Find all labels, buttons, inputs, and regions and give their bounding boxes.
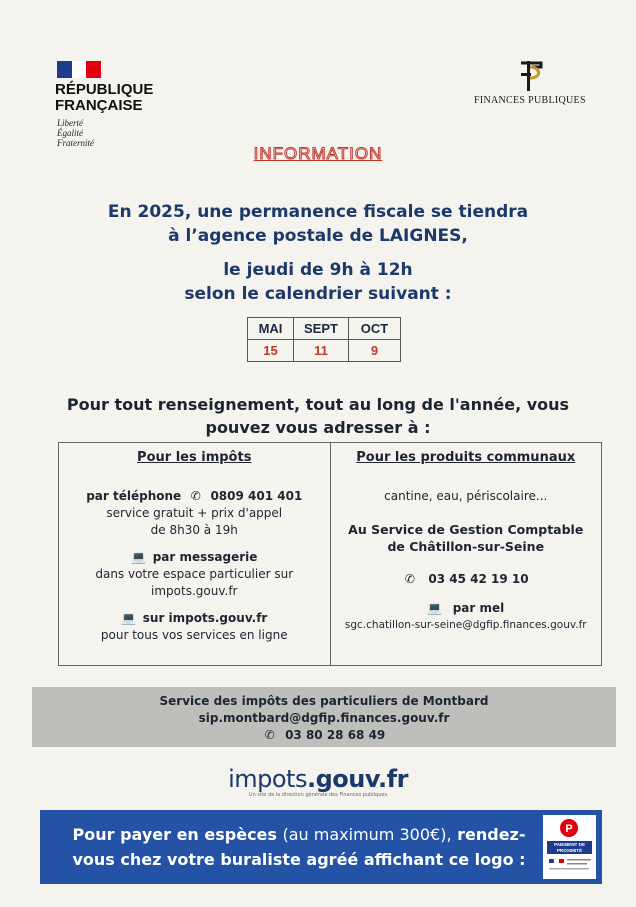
computer-icon: 💻: [131, 550, 147, 564]
online-note: pour tous vos services en ligne: [100, 628, 288, 642]
calendar-month: MAI: [248, 318, 294, 340]
svg-text:P: P: [565, 823, 573, 835]
montbard-email[interactable]: sip.montbard@dgfip.finances.gouv.fr: [198, 711, 450, 725]
finances-publiques-logo-icon: [515, 58, 547, 94]
computer-icon: 💻: [427, 601, 443, 615]
calendar-table: [247, 317, 401, 362]
impots-site-link[interactable]: impots.gouv.fr: [151, 584, 238, 598]
montbard-phone[interactable]: 03 80 28 68 49: [285, 728, 386, 742]
phone-icon: ✆: [190, 489, 201, 503]
finances-publiques-label: FINANCES PUBLIQUES: [474, 95, 586, 106]
contact-heading: Pour tout renseignement, tout au long de l'année, vous pouvez vous adresser à :: [66, 395, 570, 437]
calendar-day: 9: [349, 340, 401, 362]
computer-icon: 💻: [121, 611, 137, 625]
service-city: de Châtillon-sur-Seine: [387, 539, 545, 554]
impots-column-title: Pour les impôts: [137, 450, 252, 465]
service-name: Au Service de Gestion Comptable: [348, 522, 584, 537]
information-title: INFORMATION: [253, 144, 383, 163]
communal-phone-number[interactable]: 03 45 42 19 10: [428, 572, 529, 586]
republique-francaise-title: RÉPUBLIQUE FRANÇAISE: [55, 81, 154, 114]
messagerie-label: par messagerie: [152, 550, 258, 564]
calendar-day: 15: [248, 340, 294, 362]
communal-items: cantine, eau, périscolaire...: [384, 489, 548, 503]
mel-label: par mel: [452, 601, 505, 615]
phone-hours: de 8h30 à 19h: [150, 523, 238, 537]
montbard-service-band: [32, 687, 616, 747]
calendar-month: SEPT: [294, 318, 349, 340]
marianne-flag-logo: [57, 61, 101, 78]
calendar-day: 11: [294, 340, 349, 362]
phone-note: service gratuit + prix d'appel: [106, 506, 283, 520]
phone-icon: ✆: [264, 728, 275, 742]
impots-gouv-logo[interactable]: impots.gouv.fr: [228, 765, 408, 793]
schedule-heading: le jeudi de 9h à 12h selon le calendrier suivant :: [184, 260, 452, 304]
montbard-service-name: Service des impôts des particuliers de Montbard: [159, 694, 489, 708]
impots-phone-number[interactable]: 0809 401 401: [210, 489, 303, 503]
republique-motto: Liberté Égalité Fraternité: [57, 118, 94, 148]
intro-heading: En 2025, une permanence fiscale se tiendra à l’agence postale de LAIGNES,: [107, 202, 529, 246]
payment-text: Pour payer en espèces (au maximum 300€), rendez- vous chez votre buraliste agréé affichant ce logo :: [72, 825, 526, 869]
impots-column: [59, 443, 330, 665]
messagerie-note: dans votre espace particulier sur: [95, 567, 294, 581]
paiement-proximite-label: PAIEMENT DE PROXIMITÉ: [553, 842, 586, 853]
phone-label: par téléphone: [86, 489, 182, 503]
communal-email[interactable]: sgc.chatillon-sur-seine@dgfip.finances.gouv.fr: [344, 619, 587, 631]
calendar-month: OCT: [349, 318, 401, 340]
communal-column-title: Pour les produits communaux: [356, 450, 576, 465]
phone-icon: ✆: [404, 572, 415, 586]
impots-gouv-subtitle: Un site de la direction générale des Finances publiques: [248, 792, 388, 798]
communal-column: [330, 443, 602, 665]
contact-boxes: [58, 442, 602, 666]
paiement-proximite-logo: [543, 815, 596, 879]
online-label[interactable]: sur impots.gouv.fr: [142, 611, 268, 625]
